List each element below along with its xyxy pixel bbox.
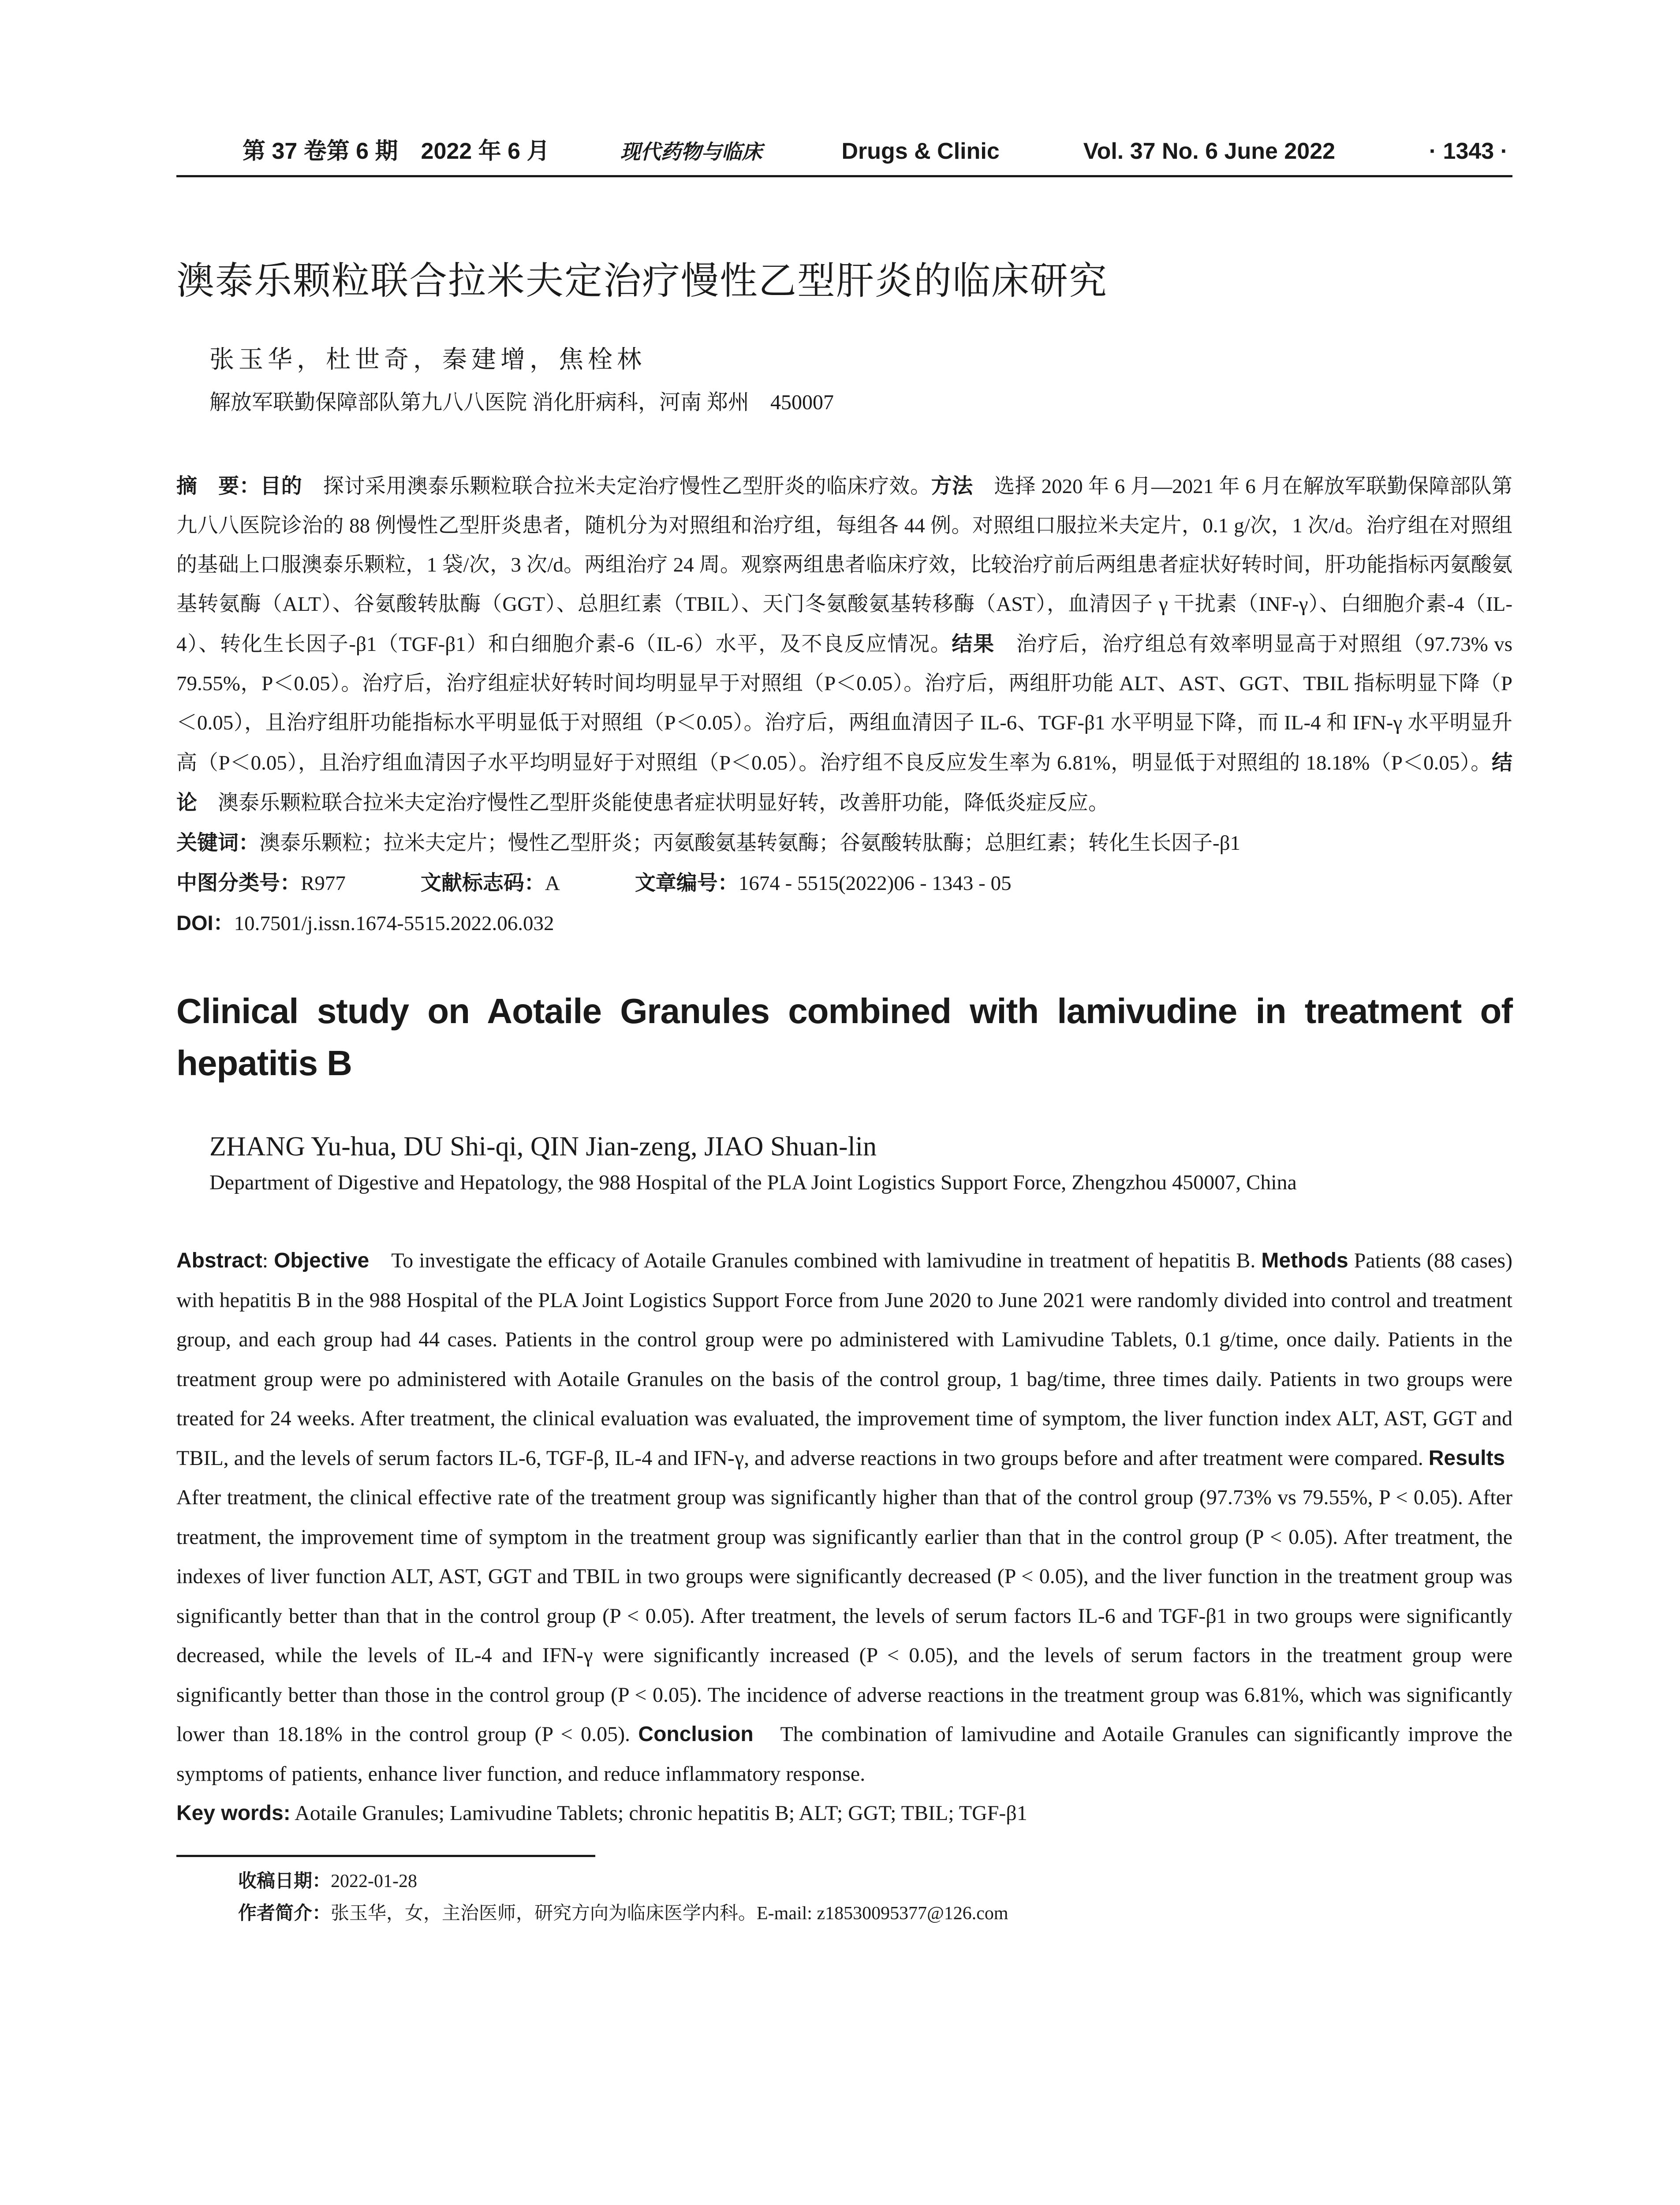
results-label-cn: 结果 bbox=[952, 632, 995, 655]
affiliation-en: Department of Digestive and Hepatology, the 988 Hospital of the PLA Joint Logistics Support Force, Zhengzhou 450007, China bbox=[209, 1171, 1297, 1194]
doc-code-label: 文献标志码： bbox=[420, 871, 545, 894]
methods-en: Patients (88 cases) with hepatitis B in the 988 Hospital of the PLA Joint Logistics Support Force from June 2020 to June 2021 were randomly divided into control and treatment group, and each group had 44 cases. Patients in the control group were po administered with Lamivudine Tablets, 0.1 g/time, once daily. Patients in the treatment group were po administered with Aotaile Granules on the basis of the control group, 1 bag/time, three times daily. Patients in two groups were treated for 24 weeks. After treatment, the clinical evaluation was evaluated, the improvement time of symptom, the liver function index ALT, AST, GGT and TBIL, and the levels of serum factors IL-6, TGF-β, IL-4 and IFN-γ, and adverse reactions in two groups before and after treatment were compared. bbox=[176, 1249, 1512, 1470]
keywords-label-en: Key words: bbox=[176, 1801, 291, 1825]
running-header bbox=[176, 132, 1512, 177]
article-page bbox=[176, 132, 1527, 1929]
received-value: 2022-01-28 bbox=[331, 1871, 417, 1891]
title-cn: 澳泰乐颗粒联合拉米夫定治疗慢性乙型肝炎的临床研究 bbox=[176, 259, 1108, 303]
methods-label-en: Methods bbox=[1261, 1249, 1348, 1272]
authors-cn: 张玉华，杜世奇，秦建增，焦栓林 bbox=[209, 346, 646, 374]
keywords-cn bbox=[176, 823, 1512, 863]
classification-line bbox=[176, 863, 1512, 903]
abstract-cn bbox=[176, 466, 1512, 823]
authors-en: ZHANG Yu-hua, DU Shi-qi, QIN Jian-zeng, JIAO Shuan-lin bbox=[209, 1132, 877, 1162]
objective-cn: 探讨采用澳泰乐颗粒联合拉米夫定治疗慢性乙型肝炎的临床疗效。 bbox=[302, 475, 931, 498]
results-en: After treatment, the clinical effective rate of the treatment group was significantly higher than that of the control group (97.73% vs 79.55%, P < 0.05). After treatment, the improvement time of symptom in the treatment group was significantly earlier than that in the control group (P < 0.05). After treatment, the indexes of liver function ALT, AST, GGT and TBIL in two groups were significantly decreased (P < 0.05), and the liver function in the treatment group was significantly better than that in the control group (P < 0.05). After treatment, the levels of serum factors IL-6 and TGF-β1 in two groups were significantly decreased, while the levels of IL-4 and IFN-γ were significantly increased (P < 0.05), and the levels of serum factors in the treatment group were significantly better than those in the control group (P < 0.05). The incidence of adverse reactions in the treatment group was 6.81%, which was significantly lower than 18.18% in the control group (P < 0.05). bbox=[176, 1446, 1527, 1746]
article-no-value: 1674 - 5515(2022)06 - 1343 - 05 bbox=[738, 872, 1012, 895]
received-date bbox=[238, 1865, 1512, 1897]
objective-label-en: Objective bbox=[274, 1249, 370, 1272]
keywords-text-cn: 澳泰乐颗粒；拉米夫定片；慢性乙型肝炎；丙氨酸氨基转氨酶；谷氨酸转肽酶；总胆红素；转化生长因子-β1 bbox=[259, 832, 1241, 855]
conclusion-label-en: Conclusion bbox=[638, 1723, 754, 1746]
objective-en: To investigate the efficacy of Aotaile Granules combined with lamivudine in treatment of hepatitis B. bbox=[369, 1249, 1262, 1272]
issue-cn: 第 37 卷第 6 期 2022 年 6 月 bbox=[243, 138, 550, 164]
conclusion-label-cn: 结论 bbox=[176, 751, 1512, 814]
doi-line bbox=[176, 903, 1512, 943]
abstract-label-en: Abstract bbox=[176, 1249, 262, 1272]
author-bio bbox=[238, 1897, 1512, 1929]
keywords-en bbox=[176, 1794, 1512, 1833]
abstract-en: Abstract: Objective To investigate the efficacy of Aotaile Granules combined with lamivudine in treatment of hepatitis B. Methods Patients (88 cases) with hepatitis B in the 988 Hospital of the PLA Joint Logistics Support Force from June 2020 to June 2021 were randomly divided into control and treatment group, and each group had 44 cases. Patients in the control group were po administered with Lamivudine Tablets, 0.1 g/time, once daily. Patients in the treatment group were po administered with Aotaile Granules on the basis of the control group, 1 bag/time, three times daily. Patients in two groups were treated for 24 weeks. After treatment, the clinical evaluation was evaluated, the improvement time of symptom, the liver function index ALT, AST, GGT and TBIL, and the levels of serum factors IL-6, TGF-β, IL-4 and IFN-γ, and adverse reactions in two groups before and after treatment were compared. Results After treatment, the clinical effective rate of the treatment group was significantly higher than that of the control group (97.73% vs 79.55%, P < 0.05). After treatment, the improvement time of symptom in the treatment group was significantly earlier than that in the control group (P < 0.05). After treatment, the indexes of liver function ALT, AST, GGT and TBIL in two groups were significantly decreased (P < 0.05), and the liver function in the treatment group was significantly better than that in the control group (P < 0.05). After treatment, the levels of serum factors IL-6 and TGF-β1 in two groups were significantly decreased, while the levels of IL-4 and IFN-γ were significantly increased (P < 0.05), and the levels of serum factors in the treatment group were significantly better than those in the control group (P < 0.05). The incidence of adverse reactions in the treatment group was 6.81%, which was significantly lower than 18.18% in the control group (P < 0.05). Conclusion The combination of lamivudine and Aotaile Granules can significantly improve the symptoms of patients, enhance liver function, and reduce inflammatory response. bbox=[176, 1249, 1527, 1786]
journal-name-en: Drugs & Clinic bbox=[841, 138, 1000, 164]
author-bio-label: 作者简介： bbox=[238, 1902, 331, 1923]
received-label: 收稿日期： bbox=[238, 1870, 331, 1891]
abstract-label-cn: 摘 要： bbox=[176, 474, 261, 497]
conclusion-en: The combination of lamivudine and Aotaile Granules can significantly improve the symptoms of patients, enhance liver function, and reduce inflammatory response. bbox=[176, 1723, 1512, 1786]
doc-code-value: A bbox=[545, 872, 560, 895]
doi-link[interactable]: 10.7501/j.issn.1674-5515.2022.06.032 bbox=[234, 912, 554, 935]
objective-label-cn: 目的 bbox=[260, 474, 302, 497]
methods-cn: 选择 2020 年 6 月—2021 年 6 月在解放军联勤保障部队第九八八医院诊治的 88 例慢性乙型肝炎患者，随机分为对照组和治疗组，每组各 44 例。对照组口服拉米夫定片，0.1 g/次，1 次/d。治疗组在对照组的基础上口服澳泰乐颗粒，1 袋/次，3 次/d。两组治疗 24 周。观察两组患者临床疗效，比较治疗前后两组患者症状好转时间，肝功能指标丙氨酸氨基转氨酶（ALT）、谷氨酸转肽酶（GGT）、总胆红素（TBIL）、天门冬氨酸氨基转移酶（AST），血清因子 γ 干扰素（INF-γ）、白细胞介素-4（IL-4）、转化生长因子-β1（TGF-β1）和白细胞介素-6（IL-6）水平，及不良反应情况。 bbox=[176, 475, 1513, 656]
doi-label: DOI： bbox=[176, 911, 234, 934]
affiliation-cn: 解放军联勤保障部队第九八八医院 消化肝病科，河南 郑州 450007 bbox=[209, 391, 834, 414]
keywords-label-cn: 关键词： bbox=[176, 831, 259, 854]
clc-value: R977 bbox=[301, 872, 346, 895]
page-number: · 1343 · bbox=[1429, 138, 1508, 164]
article-no-label: 文章编号： bbox=[635, 871, 739, 894]
results-cn: 治疗后，治疗组总有效率明显高于对照组（97.73% vs 79.55%，P＜0.05）。治疗后，治疗组症状好转时间均明显早于对照组（P＜0.05）。治疗后，两组肝功能 ALT、AST、GGT、TBIL 指标明显下降（P＜0.05），且治疗组肝功能指标水平明显低于对照组（P＜0.05）。治疗后，两组血清因子 IL-6、TGF-β1 水平明显下降，而 IL-4 和 IFN-γ 水平明显升高（P＜0.05），且治疗组血清因子水平均明显好于对照组（P＜0.05）。治疗组不良反应发生率为 6.81%，明显低于对照组的 18.18%（P＜0.05）。 bbox=[176, 633, 1512, 774]
methods-label-cn: 方法 bbox=[931, 474, 973, 497]
title-en: Clinical study on Aotaile Granules combined with lamivudine in treatment of hepatitis B bbox=[176, 991, 1512, 1083]
volume-en: Vol. 37 No. 6 June 2022 bbox=[1083, 138, 1336, 164]
clc-label: 中图分类号： bbox=[176, 871, 301, 894]
results-label-en: Results bbox=[1428, 1446, 1505, 1470]
author-bio-text: 张玉华，女，主治医师，研究方向为临床医学内科。E-mail: z18530095377@126.com bbox=[331, 1903, 1008, 1924]
keywords-text-en: Aotaile Granules; Lamivudine Tablets; chronic hepatitis B; ALT; GGT; TBIL; TGF-β1 bbox=[290, 1801, 1027, 1825]
conclusion-cn: 澳泰乐颗粒联合拉米夫定治疗慢性乙型肝炎能使患者症状明显好转，改善肝功能，降低炎症反应。 bbox=[197, 792, 1109, 815]
journal-name-cn: 现代药物与临床 bbox=[620, 140, 762, 164]
footnote-rule bbox=[176, 1855, 595, 1857]
